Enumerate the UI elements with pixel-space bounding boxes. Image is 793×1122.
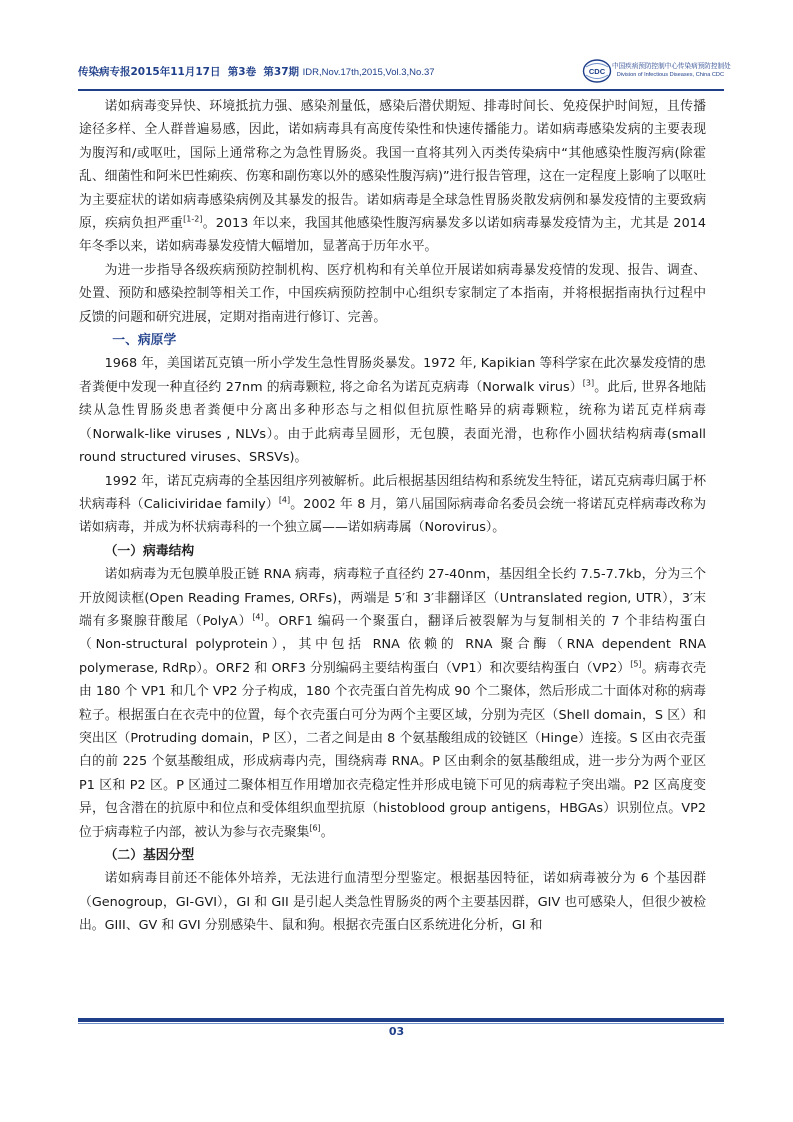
journal-citation [78, 64, 435, 79]
china-cdc-logo-icon [582, 58, 612, 84]
subsection-heading-structure: （一）病毒结构 [104, 543, 195, 559]
paragraph-structure: 诺如病毒为无包膜单股正链 RNA 病毒，病毒粒子直径约 27-40nm，基因组全长约 7.5-7.7kb，分为三个开放阅读框(Open Reading Frames, ORFs)，两端是 5′和 3′非翻译区（Untranslated region, UTR），3′末端有多聚腺苷酸尾（PolyA）[4]。ORF1 编码一个聚蛋白，翻译后被裂解为与复制相关的 7 个非结构蛋白（Non-structural polyprotein），其中包括 RNA 依赖的 RNA 聚合酶（RNA dependent RNA polymerase, RdRp）。ORF2 和 ORF3 分别编码主要结构蛋白（VP1）和次要结构蛋白（VP2）[5]。病毒衣壳由 180 个 VP1 和几个 VP2 分子构成，180 个衣壳蛋白首先构成 90 个二聚体，然后形成二十面体对称的病毒粒子。根据蛋白在衣壳中的位置，每个衣壳蛋白可分为两个主要区域，分别为壳区（Shell domain，S 区）和突出区（Protruding domain，P 区），二者之间是由 8 个氨基酸组成的铰链区（Hinge）连接。S 区由衣壳蛋白的前 225 个氨基酸组成，形成病毒内壳，围绕病毒 RNA。P 区由剩余的氨基酸组成，进一步分为两个亚区 P1 区和 P2 区。P 区通过二聚体相互作用增加衣壳稳定性并形成电镜下可见的病毒粒子突出端。P2 区高度变异，包含潜在的抗原中和位点和受体组织血型抗原（histoblood group antigens，HBGAs）识别位点。VP2 位于病毒粒子内部，被认为参与衣壳聚集[6]。 [79, 567, 706, 840]
organization-name-en: Division of Infectious Diseases, China CDC [616, 72, 724, 78]
footer-divider-thin [78, 1023, 724, 1024]
organization-block [612, 60, 731, 78]
paragraph-intro-1: 诺如病毒变异快、环境抵抗力强、感染剂量低，感染后潜伏期短、排毒时间长、免疫保护时间短，且传播途径多样、全人群普遍易感，因此，诺如病毒具有高度传染性和快速传播能力。诺如病毒感染发病的主要表现为腹泻和/或呕吐，国际上通常称之为急性胃肠炎。我国一直将其列入丙类传染病中“其他感染性腹泻病(除霍乱、细菌性和阿米巴性痢疾、伤寒和副伤寒以外的感染性腹泻病)”进行报告管理，这在一定程度上影响了以呕吐为主要症状的诺如病毒感染病例及其暴发的报告。诺如病毒是全球急性胃肠炎散发病例和暴发疫情的主要致病原，疾病负担严重[1-2]。2013 年以来，我国其他感染性腹泻病暴发多以诺如病毒暴发疫情为主，尤其是 2014 年冬季以来，诺如病毒暴发疫情大幅增加，显著高于历年水平。 [79, 99, 706, 255]
journal-citation-en: IDR,Nov.17th,2015,Vol.3,No.37 [302, 67, 435, 78]
subsection-heading-genotyping: （二）基因分型 [104, 848, 195, 863]
paragraph-intro-2: 为进一步指导各级疾病预防控制机构、医疗机构和有关单位开展诺如病毒暴发疫情的发现、报告、调查、处置、预防和感染控制等相关工作，中国疾病预防控制中心组织专家制定了本指南，并将根据指南执行过程中反馈的问题和研究进展，定期对指南进行修订、完善。 [79, 262, 706, 325]
paragraph-genotyping: 诺如病毒目前还不能体外培养，无法进行血清型分型鉴定。根据基因特征，诺如病毒被分为 6 个基因群（Genogroup，GI-GVI），GI 和 GII 是引起人类急性胃肠炎的两个主要基因群，GIV 也可感染人，但很少被检出。GIII、GV 和 GVI 分别感染牛、鼠和狗。根据衣壳蛋白区系统进化分析，GI 和 [79, 871, 706, 934]
citation-ref[interactable]: [4] [278, 495, 291, 505]
journal-volume: 第3卷 [227, 66, 257, 78]
citation-ref[interactable]: [4] [252, 612, 264, 622]
paragraph-history-2: 1992 年，诺瓦克病毒的全基因组序列被解析。此后根据基因组结构和系统发生特征，诺瓦克病毒归属于杯状病毒科（Caliciviridae family）[4]。2002 年 8 月，第八届国际病毒命名委员会统一将诺瓦克样病毒改称为诺如病毒，并成为杯状病毒科的一个独立属——诺如病毒属（Norovirus）。 [79, 473, 707, 536]
page-number: 03 [388, 1025, 405, 1038]
footer-divider [78, 1018, 724, 1022]
citation-ref[interactable]: [1-2] [183, 214, 203, 224]
logo-text: CDC [588, 67, 606, 76]
citation-ref[interactable]: [5] [630, 659, 642, 669]
organization-name-cn: 中国疾病预防控制中心传染病预防控制处 [612, 62, 731, 70]
journal-issue: 第37期 [263, 66, 300, 78]
journal-name: 传染病专报 [78, 66, 131, 78]
citation-ref[interactable]: [6] [309, 823, 321, 833]
paragraph-history-1: 1968 年，美国诺瓦克镇一所小学发生急性胃肠炎暴发。1972 年, Kapikian 等科学家在此次暴发疫情的患者粪便中发现一种直径约 27nm 的病毒颗粒, 将之命名为诺瓦克病毒（Norwalk virus）[3]。此后, 世界各地陆续从急性胃肠炎患者粪便中分离出多种形态与之相似但抗原性略异的病毒颗粒，统称为诺瓦克样病毒（Norwalk-like viruses , NLVs）。由于此病毒呈圆形，无包膜，表面光滑，也称作小圆状结构病毒(small round structured viruses、SRSVs)。 [79, 356, 707, 466]
article-body [79, 95, 706, 938]
page-header [78, 58, 731, 88]
citation-ref[interactable]: [3] [582, 378, 595, 388]
journal-date: 2015年11月17日 [130, 66, 221, 78]
header-divider [78, 89, 724, 91]
section-heading-etiology: 一、病原学 [112, 333, 177, 349]
